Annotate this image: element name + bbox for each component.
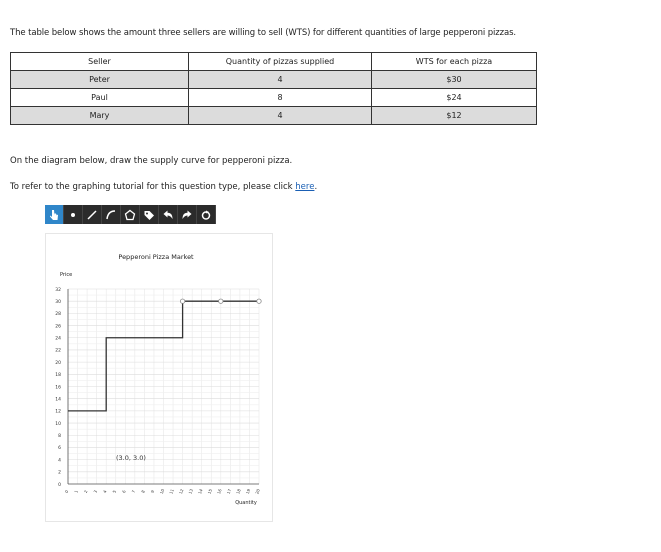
column-header-seller: Seller: [11, 53, 189, 71]
y-tick-label: 16: [55, 385, 61, 391]
x-tick-label: 8: [140, 489, 146, 494]
curve-icon[interactable]: [102, 205, 121, 224]
y-tick-label: 8: [58, 434, 61, 440]
y-tick-label: 18: [55, 373, 61, 379]
x-tick-label: 1: [73, 489, 79, 494]
quantity-cell: 8: [189, 89, 372, 107]
point-icon[interactable]: [64, 205, 83, 224]
y-tick-label: 28: [55, 312, 61, 318]
quantity-cell: 4: [189, 107, 372, 125]
intro-text: The table below shows the amount three sellers are willing to sell (WTS) for different quantities of large pepperoni pizzas.: [10, 28, 517, 38]
wts-cell: $24: [372, 89, 537, 107]
x-tick-label: 20: [254, 488, 261, 495]
quantity-cell: 4: [189, 71, 372, 89]
x-tick-label: 4: [102, 489, 108, 494]
x-tick-label: 6: [121, 489, 127, 494]
coordinate-readout: (3.0, 3.0): [116, 454, 146, 462]
y-tick-label: 10: [55, 421, 61, 427]
x-tick-label: 0: [63, 489, 70, 494]
y-tick-label: 20: [55, 360, 61, 366]
graph-toolbar: [45, 205, 216, 224]
y-tick-label: 26: [55, 324, 61, 330]
line-icon[interactable]: [83, 205, 102, 224]
y-tick-label: 24: [55, 336, 61, 342]
x-tick-label: 2: [82, 489, 89, 494]
seller-cell: Peter: [11, 71, 189, 89]
x-tick-label: 7: [130, 489, 137, 494]
curve-point-marker[interactable]: [257, 299, 261, 303]
curve-point-marker[interactable]: [180, 299, 184, 303]
wts-cell: $30: [372, 71, 537, 89]
x-tick-label: 10: [158, 488, 166, 495]
reset-icon[interactable]: [197, 205, 216, 224]
x-tick-label: 19: [244, 488, 252, 495]
y-tick-label: 14: [55, 397, 61, 403]
chart-title: Pepperoni Pizza Market: [118, 253, 194, 261]
x-tick-label: 12: [177, 488, 185, 495]
wts-table: [10, 52, 537, 125]
curve-point-marker[interactable]: [219, 299, 223, 303]
y-tick-label: 22: [55, 348, 61, 354]
y-tick-label: 2: [58, 470, 61, 476]
y-axis-label: Price: [60, 272, 73, 278]
y-tick-label: 4: [58, 458, 61, 464]
tutorial-text: [10, 182, 317, 192]
x-tick-label: 5: [111, 489, 118, 494]
graph-panel: [45, 233, 273, 522]
x-axis-label: Quantity: [235, 500, 257, 506]
redo-icon[interactable]: [178, 205, 197, 224]
tutorial-prefix: To refer to the graphing tutorial for this question type, please click: [10, 182, 296, 192]
x-tick-label: 17: [225, 488, 233, 495]
polygon-icon[interactable]: [121, 205, 140, 224]
y-tick-label: 30: [55, 299, 61, 305]
y-tick-label: 0: [58, 482, 61, 488]
x-tick-label: 11: [168, 488, 175, 495]
tutorial-suffix: .: [314, 182, 318, 192]
y-tick-label: 12: [55, 409, 61, 415]
y-tick-label: 6: [58, 446, 61, 452]
x-tick-label: 18: [235, 488, 242, 495]
wts-cell: $12: [372, 107, 537, 125]
x-tick-label: 9: [149, 489, 156, 494]
table-row: [11, 71, 537, 89]
supply-chart[interactable]: [46, 234, 272, 521]
column-header-wts: WTS for each pizza: [372, 53, 537, 71]
x-tick-label: 15: [206, 488, 214, 495]
tutorial-link[interactable]: here: [295, 182, 315, 192]
table-header-row: [11, 53, 537, 71]
x-tick-label: 13: [187, 488, 194, 495]
x-tick-label: 3: [92, 489, 99, 494]
undo-icon[interactable]: [159, 205, 178, 224]
instruction-text: On the diagram below, draw the supply curve for pepperoni pizza.: [10, 156, 293, 166]
seller-cell: Mary: [11, 107, 189, 125]
y-tick-label: 32: [55, 287, 61, 293]
pointer-icon[interactable]: [45, 205, 64, 224]
column-header-quantity: Quantity of pizzas supplied: [189, 53, 372, 71]
label-icon[interactable]: [140, 205, 159, 224]
x-tick-label: 16: [216, 488, 223, 495]
x-tick-label: 14: [197, 488, 204, 495]
table-row: [11, 89, 537, 107]
seller-cell: Paul: [11, 89, 189, 107]
table-row: [11, 107, 537, 125]
